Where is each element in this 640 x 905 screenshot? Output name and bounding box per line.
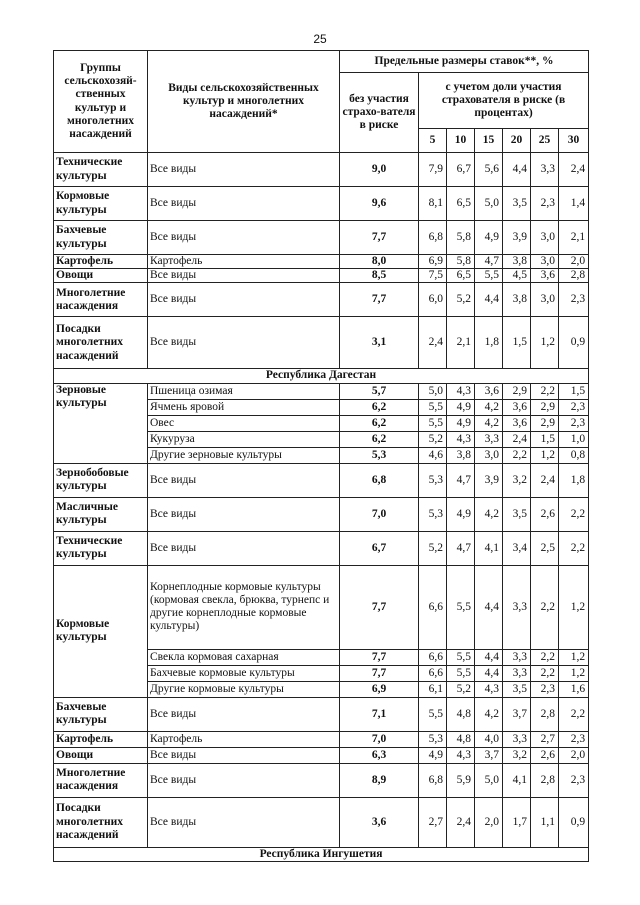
share-rate: 6,5 — [447, 269, 475, 283]
base-rate: 6,7 — [340, 531, 419, 565]
share-rate: 2,0 — [475, 797, 503, 847]
table-row — [54, 565, 589, 649]
group-cell: Бахчевые культуры — [54, 697, 148, 731]
share-rate: 2,3 — [531, 187, 559, 221]
share-rate: 8,1 — [419, 187, 447, 221]
share-rate: 4,2 — [475, 415, 503, 431]
header-share: 20 — [503, 129, 531, 153]
share-rate: 5,5 — [419, 415, 447, 431]
share-rate: 2,3 — [559, 731, 589, 747]
share-rate: 4,0 — [475, 731, 503, 747]
share-rate: 5,3 — [419, 497, 447, 531]
header-share: 15 — [475, 129, 503, 153]
header-share: 30 — [559, 129, 589, 153]
kind-cell: Картофель — [148, 255, 340, 269]
kind-cell: Все виды — [148, 221, 340, 255]
share-rate: 5,8 — [447, 255, 475, 269]
table-row — [54, 797, 589, 847]
share-rate: 6,1 — [419, 681, 447, 697]
table-row — [54, 283, 589, 317]
share-rate: 4,3 — [447, 747, 475, 763]
share-rate: 2,4 — [503, 431, 531, 447]
share-rate: 5,5 — [419, 399, 447, 415]
share-rate: 2,3 — [559, 415, 589, 431]
share-rate: 4,9 — [447, 415, 475, 431]
base-rate: 7,0 — [340, 731, 419, 747]
end-body — [54, 697, 589, 847]
share-rate: 1,7 — [503, 797, 531, 847]
share-rate: 3,5 — [503, 681, 531, 697]
share-rate: 6,7 — [447, 153, 475, 187]
share-rate: 1,2 — [559, 565, 589, 649]
base-rate: 3,6 — [340, 797, 419, 847]
share-rate: 4,3 — [447, 383, 475, 399]
share-rate: 3,3 — [503, 665, 531, 681]
group-cell: Кормовые культуры — [54, 565, 148, 697]
region-heading: Республика Дагестан — [54, 369, 589, 383]
share-rate: 6,6 — [419, 565, 447, 649]
insurance-rates-table — [53, 50, 589, 862]
header-share: 25 — [531, 129, 559, 153]
share-rate: 3,5 — [503, 497, 531, 531]
base-rate: 7,7 — [340, 649, 419, 665]
share-rate: 3,0 — [531, 221, 559, 255]
table-row — [54, 221, 589, 255]
share-rate: 1,6 — [559, 681, 589, 697]
group-cell: Кормовые культуры — [54, 187, 148, 221]
share-rate: 5,0 — [475, 187, 503, 221]
share-rate: 4,1 — [503, 763, 531, 797]
share-rate: 2,7 — [419, 797, 447, 847]
share-rate: 5,2 — [447, 283, 475, 317]
share-rate: 2,0 — [559, 255, 589, 269]
region-heading: Республика Ингушетия — [54, 847, 589, 861]
share-rate: 6,6 — [419, 649, 447, 665]
share-rate: 6,0 — [419, 283, 447, 317]
table-row — [54, 731, 589, 747]
share-rate: 4,9 — [447, 399, 475, 415]
share-rate: 4,7 — [475, 255, 503, 269]
share-rate: 3,6 — [503, 399, 531, 415]
share-rate: 2,8 — [531, 697, 559, 731]
share-rate: 4,9 — [419, 747, 447, 763]
share-rate: 2,2 — [559, 531, 589, 565]
share-rate: 2,4 — [559, 153, 589, 187]
share-rate: 4,4 — [475, 649, 503, 665]
table-row — [54, 255, 589, 269]
kind-cell: Все виды — [148, 747, 340, 763]
share-rate: 2,8 — [559, 269, 589, 283]
share-rate: 4,8 — [447, 697, 475, 731]
share-rate: 3,3 — [475, 431, 503, 447]
share-rate: 1,2 — [559, 665, 589, 681]
share-rate: 4,5 — [503, 269, 531, 283]
header-share: 10 — [447, 129, 475, 153]
share-rate: 2,2 — [559, 497, 589, 531]
header-group: Группы сельскохозяй-ственных культур и многолетних насаждений — [54, 51, 148, 153]
header-with-share: с учетом доли участия страхователя в риске (в процентах) — [419, 73, 589, 129]
group-cell: Посадки многолетних насаждений — [54, 317, 148, 369]
share-rate: 2,4 — [447, 797, 475, 847]
share-rate: 3,7 — [475, 747, 503, 763]
base-rate: 6,9 — [340, 681, 419, 697]
share-rate: 4,1 — [475, 531, 503, 565]
share-rate: 3,3 — [531, 153, 559, 187]
share-rate: 2,1 — [559, 221, 589, 255]
share-rate: 2,2 — [531, 649, 559, 665]
share-rate: 3,8 — [503, 255, 531, 269]
share-rate: 5,5 — [419, 697, 447, 731]
kind-cell: Все виды — [148, 697, 340, 731]
share-rate: 4,2 — [475, 497, 503, 531]
group-cell: Овощи — [54, 269, 148, 283]
group-cell: Посадки многолетних насаждений — [54, 797, 148, 847]
share-rate: 1,2 — [531, 447, 559, 463]
header-share: 5 — [419, 129, 447, 153]
share-rate: 2,4 — [531, 463, 559, 497]
base-rate: 5,7 — [340, 383, 419, 399]
base-rate: 8,9 — [340, 763, 419, 797]
group-cell: Многолетние насаждения — [54, 283, 148, 317]
share-rate: 1,4 — [559, 187, 589, 221]
table-row — [54, 383, 589, 399]
group-cell: Зернобобовые культуры — [54, 463, 148, 497]
kind-cell: Свекла кормовая сахарная — [148, 649, 340, 665]
share-rate: 3,2 — [503, 463, 531, 497]
share-rate: 4,2 — [475, 399, 503, 415]
share-rate: 2,3 — [559, 763, 589, 797]
share-rate: 2,3 — [559, 283, 589, 317]
table-row — [54, 269, 589, 283]
share-rate: 4,3 — [447, 431, 475, 447]
share-rate: 6,6 — [419, 665, 447, 681]
group-cell: Бахчевые культуры — [54, 221, 148, 255]
kind-cell: Все виды — [148, 153, 340, 187]
table-row — [54, 763, 589, 797]
share-rate: 5,2 — [419, 431, 447, 447]
kind-cell: Пшеница озимая — [148, 383, 340, 399]
base-rate: 6,8 — [340, 463, 419, 497]
share-rate: 3,3 — [503, 649, 531, 665]
group-cell: Овощи — [54, 747, 148, 763]
kind-cell: Все виды — [148, 283, 340, 317]
share-rate: 4,7 — [447, 531, 475, 565]
grain-body — [54, 383, 589, 463]
base-rate: 6,2 — [340, 415, 419, 431]
table-row — [54, 531, 589, 565]
kind-cell: Все виды — [148, 463, 340, 497]
share-rate: 4,8 — [447, 731, 475, 747]
kind-cell: Бахчевые кормовые культуры — [148, 665, 340, 681]
share-rate: 3,9 — [503, 221, 531, 255]
region2-body — [54, 847, 589, 861]
share-rate: 2,0 — [559, 747, 589, 763]
share-rate: 5,8 — [447, 221, 475, 255]
share-rate: 3,3 — [503, 731, 531, 747]
share-rate: 3,9 — [475, 463, 503, 497]
share-rate: 1,8 — [475, 317, 503, 369]
share-rate: 2,9 — [531, 399, 559, 415]
share-rate: 3,0 — [531, 255, 559, 269]
kind-cell: Все виды — [148, 187, 340, 221]
kind-cell: Все виды — [148, 531, 340, 565]
fodder-body — [54, 565, 589, 697]
share-rate: 2,8 — [531, 763, 559, 797]
kind-cell: Другие кормовые культуры — [148, 681, 340, 697]
share-rate: 3,0 — [475, 447, 503, 463]
mid-body — [54, 463, 589, 565]
share-rate: 3,0 — [531, 283, 559, 317]
share-rate: 2,2 — [531, 565, 559, 649]
share-rate: 7,5 — [419, 269, 447, 283]
kind-cell: Все виды — [148, 797, 340, 847]
share-rate: 5,0 — [475, 763, 503, 797]
share-rate: 2,9 — [503, 383, 531, 399]
kind-cell: Все виды — [148, 269, 340, 283]
base-rate: 7,7 — [340, 221, 419, 255]
share-rate: 5,5 — [447, 665, 475, 681]
share-rate: 1,2 — [559, 649, 589, 665]
group-cell: Картофель — [54, 255, 148, 269]
share-rate: 4,2 — [475, 697, 503, 731]
base-rate: 7,0 — [340, 497, 419, 531]
share-rate: 3,4 — [503, 531, 531, 565]
share-rate: 1,8 — [559, 463, 589, 497]
share-rate: 2,3 — [531, 681, 559, 697]
base-rate: 6,3 — [340, 747, 419, 763]
share-rate: 1,1 — [531, 797, 559, 847]
header-without-share: без участия страхо-вателя в риске — [340, 73, 419, 153]
share-rate: 2,9 — [531, 415, 559, 431]
page-number: 25 — [313, 32, 327, 46]
share-rate: 3,3 — [503, 565, 531, 649]
group-cell: Многолетние насаждения — [54, 763, 148, 797]
share-rate: 2,4 — [419, 317, 447, 369]
base-rate: 5,3 — [340, 447, 419, 463]
kind-cell: Все виды — [148, 317, 340, 369]
share-rate: 5,2 — [447, 681, 475, 697]
base-rate: 7,7 — [340, 665, 419, 681]
share-rate: 1,5 — [503, 317, 531, 369]
share-rate: 3,5 — [503, 187, 531, 221]
base-rate: 6,2 — [340, 399, 419, 415]
share-rate: 5,6 — [475, 153, 503, 187]
share-rate: 3,8 — [503, 283, 531, 317]
base-rate: 7,7 — [340, 565, 419, 649]
share-rate: 3,6 — [531, 269, 559, 283]
share-rate: 4,4 — [475, 665, 503, 681]
table-row — [54, 187, 589, 221]
share-rate: 2,5 — [531, 531, 559, 565]
share-rate: 1,5 — [531, 431, 559, 447]
header-rates: Предельные размеры ставок**, % — [340, 51, 589, 73]
share-rate: 6,8 — [419, 221, 447, 255]
kind-cell: Все виды — [148, 763, 340, 797]
base-rate: 3,1 — [340, 317, 419, 369]
base-rate: 9,6 — [340, 187, 419, 221]
share-rate: 5,9 — [447, 763, 475, 797]
region1-body — [54, 369, 589, 383]
share-rate: 0,9 — [559, 797, 589, 847]
share-rate: 2,2 — [531, 665, 559, 681]
table-row — [54, 697, 589, 731]
kind-cell: Все виды — [148, 497, 340, 531]
group-cell: Зерновые культуры — [54, 383, 148, 463]
share-rate: 5,5 — [447, 649, 475, 665]
share-rate: 5,3 — [419, 463, 447, 497]
kind-cell: Овес — [148, 415, 340, 431]
share-rate: 4,9 — [447, 497, 475, 531]
table-row — [54, 317, 589, 369]
share-rate: 2,7 — [531, 731, 559, 747]
share-rate: 1,2 — [531, 317, 559, 369]
share-rate: 5,5 — [447, 565, 475, 649]
share-rate: 2,1 — [447, 317, 475, 369]
share-rate: 0,9 — [559, 317, 589, 369]
share-rate: 5,3 — [419, 731, 447, 747]
share-rate: 4,4 — [503, 153, 531, 187]
kind-cell: Картофель — [148, 731, 340, 747]
base-rate: 6,2 — [340, 431, 419, 447]
share-rate: 3,8 — [447, 447, 475, 463]
share-rate: 1,0 — [559, 431, 589, 447]
group-cell: Технические культуры — [54, 153, 148, 187]
share-rate: 4,4 — [475, 565, 503, 649]
base-rate: 7,7 — [340, 283, 419, 317]
section1-body — [54, 153, 589, 369]
share-rate: 2,2 — [531, 383, 559, 399]
share-rate: 2,2 — [559, 697, 589, 731]
share-rate: 3,6 — [475, 383, 503, 399]
kind-cell: Ячмень яровой — [148, 399, 340, 415]
table-row — [54, 153, 589, 187]
kind-cell: Другие зерновые культуры — [148, 447, 340, 463]
base-rate: 8,0 — [340, 255, 419, 269]
share-rate: 2,2 — [503, 447, 531, 463]
table-row — [54, 463, 589, 497]
share-rate: 0,8 — [559, 447, 589, 463]
share-rate: 2,6 — [531, 497, 559, 531]
group-cell: Масличные культуры — [54, 497, 148, 531]
base-rate: 9,0 — [340, 153, 419, 187]
share-rate: 5,5 — [475, 269, 503, 283]
table-row — [54, 497, 589, 531]
share-rate: 4,4 — [475, 283, 503, 317]
share-rate: 4,9 — [475, 221, 503, 255]
share-rate: 1,5 — [559, 383, 589, 399]
share-rate: 3,2 — [503, 747, 531, 763]
share-rate: 4,3 — [475, 681, 503, 697]
share-rate: 7,9 — [419, 153, 447, 187]
base-rate: 8,5 — [340, 269, 419, 283]
share-rate: 5,0 — [419, 383, 447, 399]
kind-cell: Корнеплодные кормовые культуры (кормовая свекла, брюква, турнепс и другие корнеплодные кормовые культуры) — [148, 565, 340, 649]
header-kinds: Виды сельскохозяйственных культур и многолетних насаждений* — [148, 51, 340, 153]
base-rate: 7,1 — [340, 697, 419, 731]
share-rate: 5,2 — [419, 531, 447, 565]
share-rate: 4,7 — [447, 463, 475, 497]
share-rate: 6,8 — [419, 763, 447, 797]
share-rate: 6,9 — [419, 255, 447, 269]
share-rate: 3,6 — [503, 415, 531, 431]
share-rate: 2,3 — [559, 399, 589, 415]
share-rate: 3,7 — [503, 697, 531, 731]
share-rate: 6,5 — [447, 187, 475, 221]
group-cell: Технические культуры — [54, 531, 148, 565]
share-rate: 4,6 — [419, 447, 447, 463]
table-row — [54, 747, 589, 763]
share-rate: 2,6 — [531, 747, 559, 763]
group-cell: Картофель — [54, 731, 148, 747]
kind-cell: Кукуруза — [148, 431, 340, 447]
